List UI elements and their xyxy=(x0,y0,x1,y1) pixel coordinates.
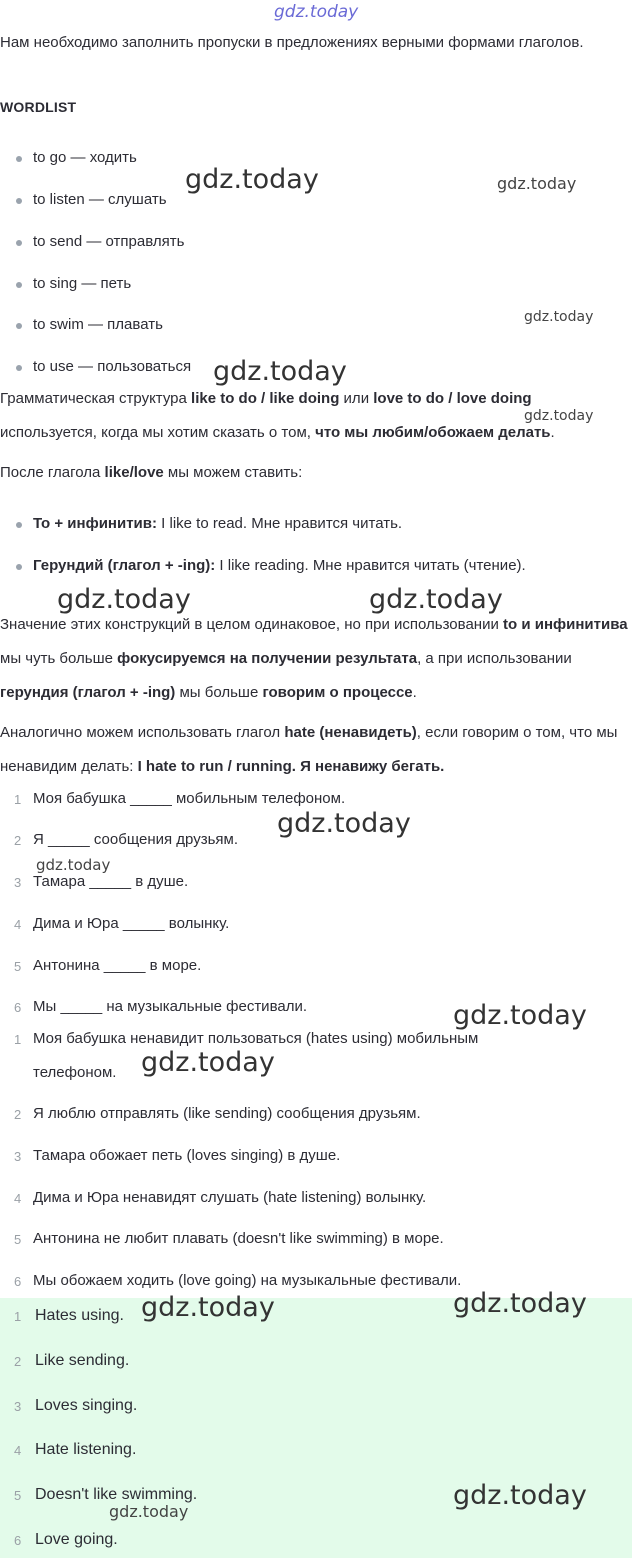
answer-item: Loves singing. xyxy=(35,1397,138,1414)
grammar-paragraph-3: Значение этих конструкций в целом одинаковое, но при использовании to и инфинитива мы чуть больше фокусируемся на получении результата, а при использовании герундия (глагол + -ing) мы больше говорим о процессе. xyxy=(0,616,628,701)
item-number: 2 xyxy=(14,833,22,848)
item-number: 6 xyxy=(14,1274,22,1289)
bullet xyxy=(16,240,22,246)
item-number: 3 xyxy=(14,1399,22,1414)
item-number: 4 xyxy=(14,1191,22,1206)
item-number: 6 xyxy=(14,1533,22,1548)
task-item: Антонина _____ в море. xyxy=(33,957,202,974)
watermark: gdz.today xyxy=(109,1502,189,1521)
translation-item: Мы обожаем ходить (love going) на музыкальные фестивали. xyxy=(33,1272,462,1289)
bullet xyxy=(16,522,22,528)
answer-item: Like sending. xyxy=(35,1352,130,1369)
translation-item: Антонина не любит плавать (doesn't like swimming) в море. xyxy=(33,1230,444,1247)
bullet xyxy=(16,282,22,288)
item-number: 1 xyxy=(14,1032,22,1047)
watermark: gdz.today xyxy=(185,164,319,195)
task-item: Моя бабушка _____ мобильным телефоном. xyxy=(33,790,346,807)
watermark: gdz.today xyxy=(36,856,111,874)
translation-item: Тамара обожает петь (loves singing) в душе. xyxy=(33,1147,341,1164)
watermark: gdz.today xyxy=(213,356,347,387)
intro-text: Нам необходимо заполнить пропуски в предложениях верными формами глаголов. xyxy=(0,34,584,51)
item-number: 5 xyxy=(14,1232,22,1247)
wordlist-item: to listen — слушать xyxy=(33,191,167,208)
watermark: gdz.today xyxy=(277,808,411,839)
task-item: Дима и Юра _____ волынку. xyxy=(33,915,230,932)
watermark: gdz.today xyxy=(453,1288,587,1319)
watermark: gdz.today xyxy=(524,309,594,325)
answer-item: Hates using. xyxy=(35,1307,124,1324)
watermark: gdz.today xyxy=(453,1480,587,1511)
item-number: 6 xyxy=(14,1000,22,1015)
watermark: gdz.today xyxy=(141,1292,275,1323)
item-number: 4 xyxy=(14,1443,22,1458)
item-number: 3 xyxy=(14,875,22,890)
watermark: gdz.today xyxy=(369,584,503,615)
bullet xyxy=(16,198,22,204)
watermark: gdz.today xyxy=(57,584,191,615)
answer-item: Hate listening. xyxy=(35,1441,137,1458)
watermark: gdz.today xyxy=(141,1047,275,1078)
watermark: gdz.today xyxy=(524,408,594,424)
item-number: 3 xyxy=(14,1149,22,1164)
watermark: gdz.today xyxy=(274,2,359,22)
grammar-bullet-1: To + инфинитив: I like to read. Мне нравится читать. xyxy=(33,515,403,532)
watermark: gdz.today xyxy=(453,1000,587,1031)
bullet xyxy=(16,323,22,329)
bullet xyxy=(16,564,22,570)
task-item: Я _____ сообщения друзьям. xyxy=(33,831,239,848)
answer-item: Love going. xyxy=(35,1531,118,1548)
wordlist-item: to send — отправлять xyxy=(33,233,185,250)
grammar-paragraph-1: Грамматическая структура like to do / like doing или love to do / love doing используется, когда мы хотим сказать о том, что мы любим/обожаем делать. xyxy=(0,390,555,441)
wordlist-item: to sing — петь xyxy=(33,275,132,292)
wordlist-item: to swim — плавать xyxy=(33,316,163,333)
item-number: 2 xyxy=(14,1107,22,1122)
item-number: 5 xyxy=(14,1488,22,1503)
wordlist-item: to go — ходить xyxy=(33,149,137,166)
bullet xyxy=(16,156,22,162)
grammar-bullet-2: Герундий (глагол + -ing): I like reading. Мне нравится читать (чтение). xyxy=(33,557,526,574)
item-number: 1 xyxy=(14,1309,22,1324)
translation-item: Дима и Юра ненавидят слушать (hate listening) волынку. xyxy=(33,1189,427,1206)
answer-item: Doesn't like swimming. xyxy=(35,1486,198,1503)
item-number: 5 xyxy=(14,959,22,974)
wordlist-title: WORDLIST xyxy=(0,99,77,115)
answer-box xyxy=(0,1298,632,1558)
task-item: Мы _____ на музыкальные фестивали. xyxy=(33,998,308,1015)
item-number: 4 xyxy=(14,917,22,932)
item-number: 2 xyxy=(14,1354,22,1369)
translation-item: Моя бабушка ненавидит пользоваться (hates using) мобильным телефоном. xyxy=(33,1030,479,1081)
item-number: 1 xyxy=(14,792,22,807)
translation-item: Я люблю отправлять (like sending) сообщения друзьям. xyxy=(33,1105,421,1122)
watermark: gdz.today xyxy=(497,174,577,193)
bullet xyxy=(16,365,22,371)
wordlist-item: to use — пользоваться xyxy=(33,358,192,375)
task-item: Тамара _____ в душе. xyxy=(33,873,189,890)
grammar-paragraph-4: Аналогично можем использовать глагол hate (ненавидеть), если говорим о том, что мы ненавидим делать: I hate to run / running. Я ненавижу бегать. xyxy=(0,724,618,775)
grammar-paragraph-2: После глагола like/love мы можем ставить: xyxy=(0,464,303,481)
